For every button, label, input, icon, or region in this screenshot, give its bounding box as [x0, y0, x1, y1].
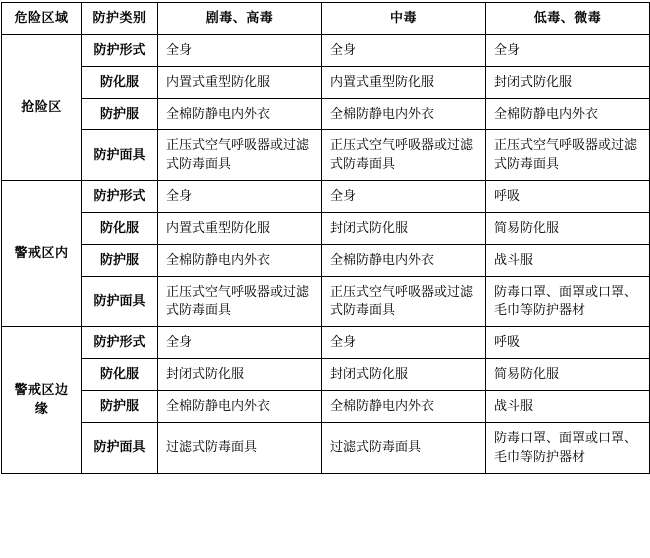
category-label: 防护形式: [82, 327, 158, 359]
cell-value: 封闭式防化服: [322, 359, 486, 391]
cell-value: 正压式空气呼吸器或过滤式防毒面具: [486, 130, 650, 181]
table-row: [2, 276, 650, 327]
cell-value: 防毒口罩、面罩或口罩、毛巾等防护器材: [486, 422, 650, 473]
category-label: 防护服: [82, 390, 158, 422]
table-row: [2, 212, 650, 244]
table-row: [2, 181, 650, 213]
table-row: [2, 390, 650, 422]
cell-value: 全身: [322, 181, 486, 213]
cell-value: 全身: [158, 327, 322, 359]
table-row: [2, 98, 650, 130]
cell-value: 正压式空气呼吸器或过滤式防毒面具: [158, 276, 322, 327]
cell-value: 战斗服: [486, 390, 650, 422]
cell-value: 简易防化服: [486, 359, 650, 391]
cell-value: 正压式空气呼吸器或过滤式防毒面具: [158, 130, 322, 181]
column-header-toxicity-medium: 中毒: [322, 3, 486, 35]
category-label: 防化服: [82, 212, 158, 244]
cell-value: 过滤式防毒面具: [322, 422, 486, 473]
category-label: 防护形式: [82, 34, 158, 66]
cell-value: 全身: [158, 181, 322, 213]
column-header-toxicity-high: 剧毒、高毒: [158, 3, 322, 35]
cell-value: 全身: [322, 34, 486, 66]
cell-value: 呼吸: [486, 181, 650, 213]
cell-value: 正压式空气呼吸器或过滤式防毒面具: [322, 276, 486, 327]
cell-value: 封闭式防化服: [486, 66, 650, 98]
category-label: 防护服: [82, 244, 158, 276]
table-row: [2, 327, 650, 359]
cell-value: 全棉防静电内外衣: [486, 98, 650, 130]
cell-value: 全棉防静电内外衣: [158, 244, 322, 276]
zone-label-cordon-inside: 警戒区内: [2, 181, 82, 327]
column-header-toxicity-low: 低毒、微毒: [486, 3, 650, 35]
table-header-row: [2, 3, 650, 35]
column-header-zone: 危险区域: [2, 3, 82, 35]
cell-value: 全身: [486, 34, 650, 66]
category-label: 防护面具: [82, 422, 158, 473]
table-row: [2, 34, 650, 66]
cell-value: 内置式重型防化服: [322, 66, 486, 98]
cell-value: 封闭式防化服: [158, 359, 322, 391]
protection-requirements-table: [1, 2, 650, 474]
cell-value: 全棉防静电内外衣: [322, 390, 486, 422]
category-label: 防护形式: [82, 181, 158, 213]
column-header-category: 防护类别: [82, 3, 158, 35]
table-row: [2, 66, 650, 98]
category-label: 防护面具: [82, 276, 158, 327]
cell-value: 防毒口罩、面罩或口罩、毛巾等防护器材: [486, 276, 650, 327]
cell-value: 战斗服: [486, 244, 650, 276]
zone-label-rescue-area: 抢险区: [2, 34, 82, 180]
document-page: [0, 2, 650, 558]
table-row: [2, 244, 650, 276]
cell-value: 正压式空气呼吸器或过滤式防毒面具: [322, 130, 486, 181]
cell-value: 封闭式防化服: [322, 212, 486, 244]
category-label: 防护面具: [82, 130, 158, 181]
cell-value: 呼吸: [486, 327, 650, 359]
category-label: 防化服: [82, 359, 158, 391]
table-row: [2, 422, 650, 473]
cell-value: 内置式重型防化服: [158, 66, 322, 98]
table-row: [2, 130, 650, 181]
cell-value: 简易防化服: [486, 212, 650, 244]
cell-value: 全棉防静电内外衣: [322, 98, 486, 130]
table-row: [2, 359, 650, 391]
category-label: 防护服: [82, 98, 158, 130]
cell-value: 全棉防静电内外衣: [322, 244, 486, 276]
cell-value: 全身: [158, 34, 322, 66]
cell-value: 过滤式防毒面具: [158, 422, 322, 473]
category-label: 防化服: [82, 66, 158, 98]
cell-value: 内置式重型防化服: [158, 212, 322, 244]
cell-value: 全棉防静电内外衣: [158, 98, 322, 130]
cell-value: 全身: [322, 327, 486, 359]
zone-label-cordon-edge: 警戒区边缘: [2, 327, 82, 473]
cell-value: 全棉防静电内外衣: [158, 390, 322, 422]
